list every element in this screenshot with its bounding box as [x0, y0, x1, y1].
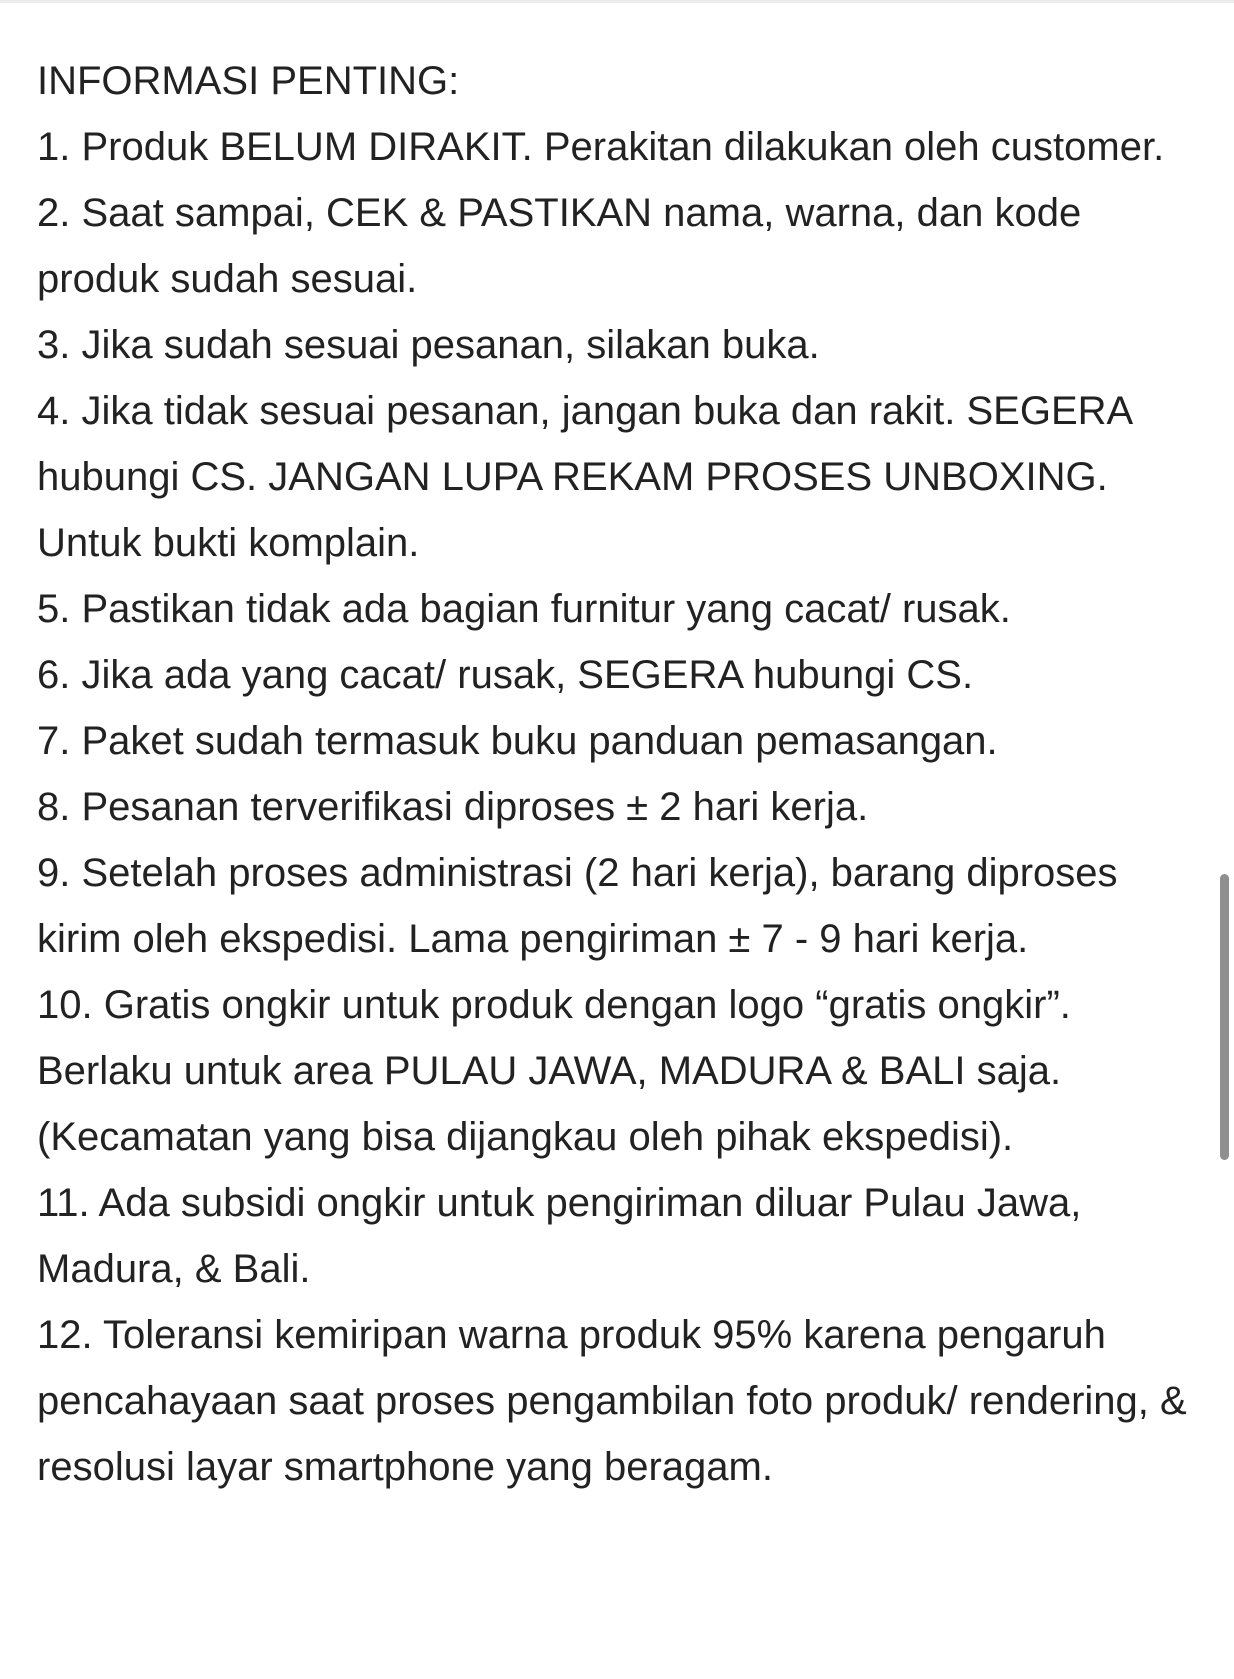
notice-item-12: 12. Toleransi kemiripan warna produk 95% karena pengaruh pencahayaan saat proses pengambilan foto produk/ rendering, & resolusi layar smartphone yang beragam.	[37, 1313, 1187, 1489]
notice-item-10: 10. Gratis ongkir untuk produk dengan logo “gratis ongkir”. Berlaku untuk area PULAU JAWA, MADURA & BALI saja. (Kecamatan yang bisa dijangkau oleh pihak ekspedisi).	[37, 983, 1071, 1159]
notice-item-5: 5. Pastikan tidak ada bagian furnitur yang cacat/ rusak.	[37, 587, 1011, 631]
notice-item-11: 11. Ada subsidi ongkir untuk pengiriman diluar Pulau Jawa, Madura, & Bali.	[37, 1181, 1082, 1291]
notice-text-area	[37, 48, 1212, 1500]
notice-item-9: 9. Setelah proses administrasi (2 hari kerja), barang diproses kirim oleh ekspedisi. Lama pengiriman ± 7 - 9 hari kerja.	[37, 851, 1118, 961]
notice-item-3: 3. Jika sudah sesuai pesanan, silakan buka.	[37, 323, 820, 367]
notice-item-7: 7. Paket sudah termasuk buku panduan pemasangan.	[37, 719, 998, 763]
notice-item-8: 8. Pesanan terverifikasi diproses ± 2 hari kerja.	[37, 785, 869, 829]
notice-item-1: 1. Produk BELUM DIRAKIT. Perakitan dilakukan oleh customer.	[37, 125, 1165, 169]
scrollbar-thumb[interactable]	[1220, 874, 1229, 1160]
top-divider	[0, 0, 1234, 3]
notice-item-6: 6. Jika ada yang cacat/ rusak, SEGERA hubungi CS.	[37, 653, 974, 697]
notice-item-4: 4. Jika tidak sesuai pesanan, jangan buka dan rakit. SEGERA hubungi CS. JANGAN LUPA REKAM PROSES UNBOXING. Untuk bukti komplain.	[37, 389, 1132, 565]
notice-item-2: 2. Saat sampai, CEK & PASTIKAN nama, warna, dan kode produk sudah sesuai.	[37, 191, 1082, 301]
notice-title: INFORMASI PENTING:	[37, 59, 460, 103]
